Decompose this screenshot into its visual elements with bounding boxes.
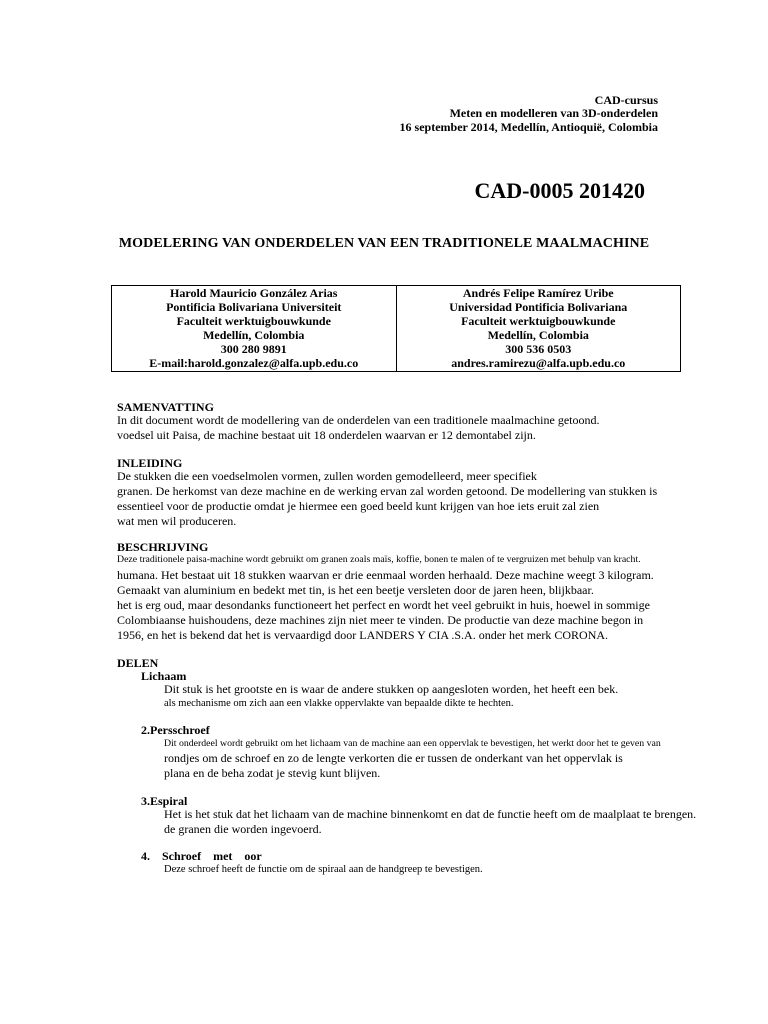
delen-heading: DELEN <box>117 656 159 670</box>
beschrijving-line-small: Deze traditionele paisa-machine wordt gebruikt om granen zoals maïs, koffie, bonen te malen of te vergruizen met behulp van kracht. <box>117 554 641 565</box>
author-2-city: Medellín, Colombia <box>487 328 589 342</box>
samenvatting-heading: SAMENVATTING <box>117 400 214 414</box>
beschrijving-line-5: 1956, en het is bekend dat het is vervaardigd door LANDERS Y CIA .S.A. onder het merk CORONA. <box>117 628 609 642</box>
schroef-line-1: Deze schroef heeft de functie om de spiraal aan de handgreep te bevestigen. <box>164 864 483 875</box>
beschrijving-line-4: Colombiaanse huishoudens, deze machines zijn niet meer te vinden. De productie van deze machine begon in <box>117 613 644 627</box>
inleiding-line-4: wat men wil produceren. <box>117 514 237 528</box>
authors-table <box>111 285 681 372</box>
author-1-phone: 300 280 9891 <box>220 342 287 356</box>
document-title: MODELERING VAN ONDERDELEN VAN EEN TRADITIONELE MAALMACHINE <box>118 236 650 251</box>
persschroef-line-small: Dit onderdeel wordt gebruikt om het lichaam van de machine aan een oppervlak te bevestigen, het werkt door het te geven van <box>164 738 661 749</box>
document-code: CAD-0005 201420 <box>474 178 645 203</box>
lichaam-line-1: Dit stuk is het grootste en is waar de andere stukken op aangesloten worden, het heeft een bek. <box>164 682 619 696</box>
beschrijving-heading: BESCHRIJVING <box>117 540 209 554</box>
author-1-city: Medellín, Colombia <box>203 328 305 342</box>
inleiding-heading: INLEIDING <box>117 456 183 470</box>
author-1-faculty: Faculteit werktuigbouwkunde <box>176 314 331 328</box>
persschroef-heading: 2.Persschroef <box>141 723 210 737</box>
espiral-line-2: de granen die worden ingevoerd. <box>164 822 322 836</box>
inleiding-line-2: granen. De herkomst van deze machine en de werking ervan zal worden getoond. De modellering van stukken is <box>117 484 658 498</box>
persschroef-line-2: plana en de beha zodat je stevig kunt blijven. <box>164 766 381 780</box>
course-date: 16 september 2014, Medellín, Antioquië, Colombia <box>399 120 658 134</box>
espiral-heading: 3.Espiral <box>141 794 188 808</box>
author-2-name: Andrés Felipe Ramírez Uribe <box>462 286 614 300</box>
lichaam-line-2: als mechanisme om zich aan een vlakke oppervlakte van bepaalde dikte te hechten. <box>164 698 514 709</box>
course-subtitle: Meten en modelleren van 3D-onderdelen <box>449 106 658 120</box>
persschroef-line-1: rondjes om de schroef en zo de lengte verkorten die er tussen de onderkant van het oppervlak is <box>164 751 623 765</box>
schroef-heading: 4. Schroef met oor <box>141 849 262 863</box>
espiral-line-1: Het is het stuk dat het lichaam van de machine binnenkomt en dat de functie heeft om de maalplaat te brengen. <box>164 807 697 821</box>
author-2-phone: 300 536 0503 <box>505 342 572 356</box>
beschrijving-line-3: het is erg oud, maar desondanks functioneert het perfect en wordt het veel gebruikt in huis, hoewel in sommige <box>117 598 650 612</box>
samenvatting-line-2: voedsel uit Paisa, de machine bestaat uit 18 onderdelen waarvan er 12 demontabel zijn. <box>117 428 536 442</box>
beschrijving-line-2: Gemaakt van aluminium en bedekt met tin, is het een beetje versleten door de jaren heen, blijkbaar. <box>117 583 594 597</box>
inleiding-line-3: essentieel voor de productie omdat je hiermee een goed beeld kunt krijgen van hoe iets eruit zal zien <box>117 499 600 513</box>
author-2-email: andres.ramirezu@alfa.upb.edu.co <box>451 356 626 370</box>
author-2 <box>396 286 681 371</box>
course-name: CAD-cursus <box>594 93 658 107</box>
author-1-name: Harold Mauricio González Arias <box>170 286 338 300</box>
author-1 <box>112 286 396 371</box>
author-1-university: Pontificia Bolivariana Universiteit <box>166 300 342 314</box>
author-2-faculty: Faculteit werktuigbouwkunde <box>461 314 616 328</box>
beschrijving-line-1: humana. Het bestaat uit 18 stukken waarvan er drie eenmaal worden herhaald. Deze machine weegt 3 kilogram. <box>117 568 654 582</box>
author-1-email: E-mail:harold.gonzalez@alfa.upb.edu.co <box>149 356 359 370</box>
samenvatting-line-1: In dit document wordt de modellering van de onderdelen van een traditionele maalmachine getoond. <box>117 413 600 427</box>
inleiding-line-1: De stukken die een voedselmolen vormen, zullen worden gemodelleerd, meer specifiek <box>117 469 537 483</box>
lichaam-heading: Lichaam <box>141 669 187 683</box>
author-2-university: Universidad Pontificia Bolivariana <box>449 300 628 314</box>
